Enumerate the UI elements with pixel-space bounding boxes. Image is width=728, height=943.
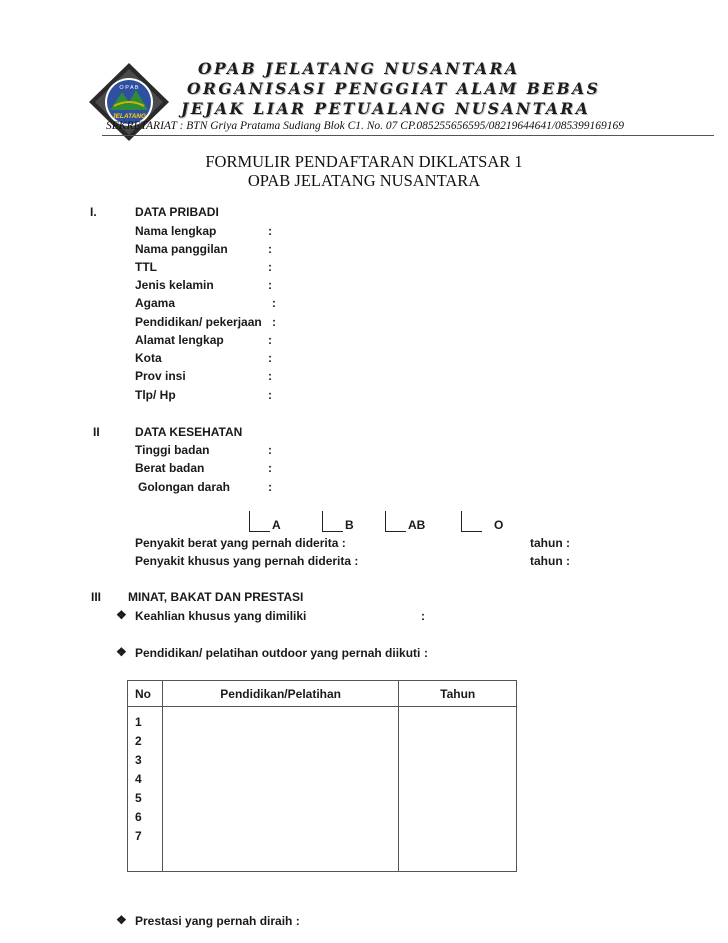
field-colon: : [268,480,272,494]
blood-type-a-checkbox[interactable] [249,511,270,532]
outdoor-training-label: Pendidikan/ pelatihan outdoor yang pernah diikuti [135,646,421,660]
special-disease-label: Penyakit khusus yang pernah diderita : [135,554,359,568]
field-label: Nama lengkap [135,224,217,238]
field-colon: : [268,461,272,475]
header-divider [102,135,714,136]
field-label: Tinggi badan [135,443,210,457]
field-colon: : [268,333,272,347]
field-label: Kota [135,351,162,365]
header-line-2: ORGANISASI PENGGIAT ALAM BEBAS [187,79,601,98]
field-colon: : [272,296,276,310]
skill-label: Keahlian khusus yang dimiliki [135,609,307,623]
field-colon: : [268,260,272,274]
logo-text-top: O P A B [119,85,139,91]
row-number: 4 [135,772,142,786]
section-1-number: I. [90,205,97,219]
row-number: 5 [135,791,142,805]
blood-type-b-checkbox[interactable] [322,511,343,532]
field-label: Alamat lengkap [135,333,224,347]
field-colon: : [268,351,272,365]
blood-type-o-label: O [494,518,504,532]
diamond-bullet-icon: ❖ [116,645,127,659]
field-label: TTL [135,260,157,274]
blood-type-o-checkbox[interactable] [461,511,482,532]
row-number: 2 [135,734,142,748]
field-colon: : [268,224,272,238]
special-disease-year-label: tahun : [530,554,570,568]
row-number: 7 [135,829,142,843]
blood-type-ab-label: AB [408,518,426,532]
field-colon: : [268,443,272,457]
header-line-3: JEJAK LIAR PETUALANG NUSANTARA [181,99,591,118]
section-1-title: DATA PRIBADI [135,205,219,219]
logo-text-bottom: JELATANG [111,113,147,120]
secretariat-address: SEKRETARIAT : BTN Griya Pratama Sudiang Blok C1. No. 07 CP.085255656595/08219644641/085399169169 [106,120,625,132]
achievement-label: Prestasi yang pernah diraih : [135,914,300,928]
section-2-number: II [93,425,100,439]
blood-type-b-label: B [345,518,354,532]
blood-type-a-label: A [272,518,281,532]
table-header-row [128,681,517,707]
section-2-title: DATA KESEHATAN [135,425,243,439]
heavy-disease-year-label: tahun : [530,536,570,550]
table-body-row [128,707,517,872]
field-label: Jenis kelamin [135,278,214,292]
field-colon: : [268,388,272,402]
column-header-training: Pendidikan/Pelatihan [162,681,398,707]
diamond-bullet-icon: ❖ [116,608,127,622]
field-colon: : [272,315,276,329]
header-line-1: OPAB JELATANG NUSANTARA [198,59,520,78]
training-table [127,680,517,872]
field-colon: : [268,278,272,292]
row-number: 1 [135,715,142,729]
column-header-no: No [128,681,163,707]
field-label: Tlp/ Hp [135,388,176,402]
heavy-disease-label: Penyakit berat yang pernah diderita : [135,536,346,550]
column-header-year: Tahun [399,681,517,707]
section-3-title: MINAT, BAKAT DAN PRESTASI [128,590,304,604]
row-number: 6 [135,810,142,824]
field-label: Pendidikan/ pekerjaan [135,315,262,329]
blood-type-ab-checkbox[interactable] [385,511,406,532]
field-label: Nama panggilan [135,242,228,256]
field-label: Agama [135,296,176,310]
form-title: FORMULIR PENDAFTARAN DIKLATSAR 1 [205,152,523,171]
skill-colon: : [421,609,425,623]
row-number: 3 [135,753,142,767]
year-entries-cell[interactable] [399,707,517,872]
field-label: Golongan darah [138,480,231,494]
field-label: Prov insi [135,369,186,383]
outdoor-training-colon: : [424,646,428,660]
row-numbers-cell [128,707,163,872]
diamond-bullet-icon: ❖ [116,913,127,927]
form-subtitle: OPAB JELATANG NUSANTARA [247,171,481,190]
training-entries-cell[interactable] [162,707,398,872]
field-colon: : [268,242,272,256]
section-3-number: III [91,590,102,604]
field-colon: : [268,369,272,383]
field-label: Berat badan [135,461,205,475]
